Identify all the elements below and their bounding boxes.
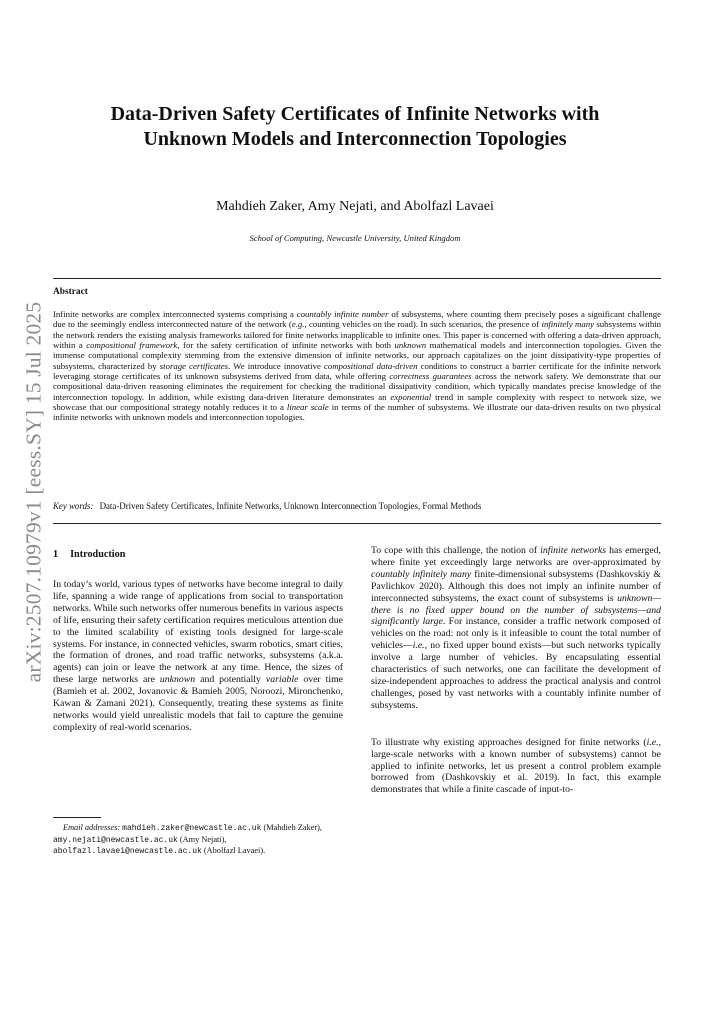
email-link[interactable]: amy.nejati@newcastle.ac.uk [53, 835, 178, 845]
abstract-text: , counting vehicles on the road). In such scenarios, the presence of [304, 319, 542, 330]
paper-title [60, 102, 650, 152]
abstract-text: of subsystems, where counting them precisely poses a significant challenge due to the seemingly endless interconnected nature of the network ( [53, 309, 662, 330]
right-paragraph-1 [371, 545, 661, 712]
right-paragraph-2 [371, 737, 661, 797]
abstract-emph: storage certificates [159, 360, 229, 371]
footnote-text: (Amy Nejati), [177, 834, 227, 844]
footnote-text: (Abolfazl Lavaei). [201, 846, 266, 855]
body-emph: countably infinitely many [371, 568, 472, 580]
footnote-text: (Mahdieh Zaker), [261, 823, 322, 832]
body-text: To cope with this challenge, the notion of [371, 545, 541, 556]
section-number: 1 [53, 549, 59, 560]
body-emph: i.e. [412, 640, 425, 652]
abstract-text: in terms of the number of subsystems. We illustrate our data-driven results on two physical infinite networks with unknown models and interconnection topologies. [53, 402, 661, 423]
abstract-text: conditions to construct a barrier certificate for the infinite network leveraging storage certificates of its unknown subsystems derived from data, while offering [53, 360, 661, 382]
keywords-label: Key words: [53, 501, 94, 511]
abstract-emph: countably infinite number [296, 309, 389, 319]
authors: Mahdieh Zaker, Amy Nejati, and Abolfazl Lavaei [216, 199, 494, 214]
abstract-text: across the network safety. We demonstrate that our compositional data-driven reasoning eliminates the requirement for checking the traditional dissipativity condition, which typically mandates precise knowledge of the interconnection topology. In addition, while existing data-driven literature demonstrates an [53, 371, 662, 402]
body-text: , large-scale networks with a known number of subsystems) cannot be applied to infinite networks, let us present a control problem example borrowed from (Dashkovskiy et al. 2019). In fact, this example demonstrates that while a finite cascade of input-to- [371, 736, 661, 796]
keywords [53, 501, 661, 511]
abstract-emph: linear scale [286, 402, 329, 413]
abstract-emph: exponential [390, 391, 432, 402]
footnote-rule [53, 817, 101, 818]
body-text: In today’s world, various types of networks have become integral to daily life, spanning a wide range of applications from social to transportation networks. While such networks offer numerous benefits in various aspects of life, ensuring their safety certification requires meticulous attention due to the limited scalability of existing tools designed for large-scale systems. For instance, in connected vehicles, swarm robotics, smart cities, the formation of drones, and road traffic networks, subsystems (a.k.a. agents) can join or leave the network at any time. Hence, the sizes of these large networks are [53, 579, 343, 686]
abstract-text: , for the safety certification of infinite networks with both [177, 340, 395, 351]
body-text: finite-dimensional subsystems (Dashkovskiy & Pavlichkov 2020). Although this does not imply an infinite number of interconnected subsystems, the exact count of subsystems is [371, 568, 661, 604]
email-link[interactable]: mahdieh.zaker@newcastle.ac.uk [122, 824, 262, 833]
keywords-rule [53, 523, 661, 524]
arxiv-identifier-text: arXiv:2507.10979v1 [eess.SY] 15 Jul 2025 [21, 301, 46, 683]
left-column-paragraph [53, 579, 343, 734]
affiliation: School of Computing, Newcastle University, United Kingdom [249, 233, 461, 243]
section-heading [53, 549, 125, 560]
keywords-text: Data-Driven Safety Certificates, Infinite Networks, Unknown Interconnection Topologies, Formal Methods [99, 501, 482, 511]
abstract-emph: e.g. [291, 319, 305, 330]
abstract-emph: compositional data-driven [323, 360, 418, 371]
body-text: To illustrate why existing approaches designed for finite networks ( [371, 736, 647, 748]
abstract-text: Infinite networks are complex interconnected systems comprising a [53, 309, 297, 319]
footnote-label: Email addresses: [63, 823, 121, 832]
abstract-emph: correctness guarantees [389, 371, 472, 382]
section-title: Introduction [70, 549, 126, 560]
right-column [371, 545, 661, 796]
body-emph: unknown—there is no fixed upper bound on the number of subsystems—and significantly large [371, 592, 661, 628]
abstract-text: mathematical models and interconnection topologies. Given the immense computational complexity stemming from the extensive dimension of infinite networks, our approach capitalizes on the joint dissipativity-type properties of subsystems, characterized by [53, 340, 661, 371]
abstract-text: trend in sample complexity with respect to network size, we showcase that our compositional strategy notably reduces it to a [53, 391, 661, 413]
title-line-2: Unknown Models and Interconnection Topologies [143, 128, 567, 150]
title-line-1: Data-Driven Safety Certificates of Infinite Networks with [110, 103, 600, 125]
email-link[interactable]: abolfazl.lavaei@newcastle.ac.uk [53, 847, 202, 856]
body-emph: infinite networks [540, 545, 607, 556]
abstract-emph: infinitely many [541, 319, 594, 330]
body-text: . For instance, consider a traffic network composed of vehicles on the road: not only is it infeasible to count the total number of vehicles— [371, 616, 661, 652]
body-text: has emerged, where finite yet exceedingly large networks are over-approximated by [371, 545, 661, 568]
top-rule [53, 278, 661, 279]
body-emph: i.e. [646, 736, 659, 748]
abstract-heading: Abstract [53, 287, 88, 297]
abstract-text: subsystems within the network renders the existing analysis frameworks tailored for finite networks inapplicable to infinite ones. This paper is concerned with offering a data-driven approach, within a [53, 319, 662, 351]
body-text: and potentially [195, 674, 266, 686]
abstract-emph: unknown [394, 340, 427, 351]
body-emph: unknown [159, 674, 196, 686]
body-text: , no fixed upper bound exists—but such networks typically involve a large number of vehicles. By encapsulating essential characteristics of such networks, one can facilitate the development of size-independent approaches to address the practical analysis and control challenges, posed by vast networks with a countably infinite number of subsystems. [371, 640, 661, 711]
abstract-text: . We introduce innovative [228, 360, 324, 371]
body-text: over time (Bamieh et al. 2002, Jovanovic & Bamieh 2005, Noroozi, Mironchenko, Kawan & Zamani 2021). Consequently, treating these systems as finite networks would yield unrealistic models that fail to capture the genuine complexity of real-world scenarios. [53, 674, 343, 733]
arxiv-identifier [14, 292, 54, 692]
abstract-emph: compositional framework [86, 340, 178, 351]
body-emph: variable [265, 674, 299, 686]
footnote-emails [53, 823, 343, 858]
abstract-body [53, 309, 661, 423]
